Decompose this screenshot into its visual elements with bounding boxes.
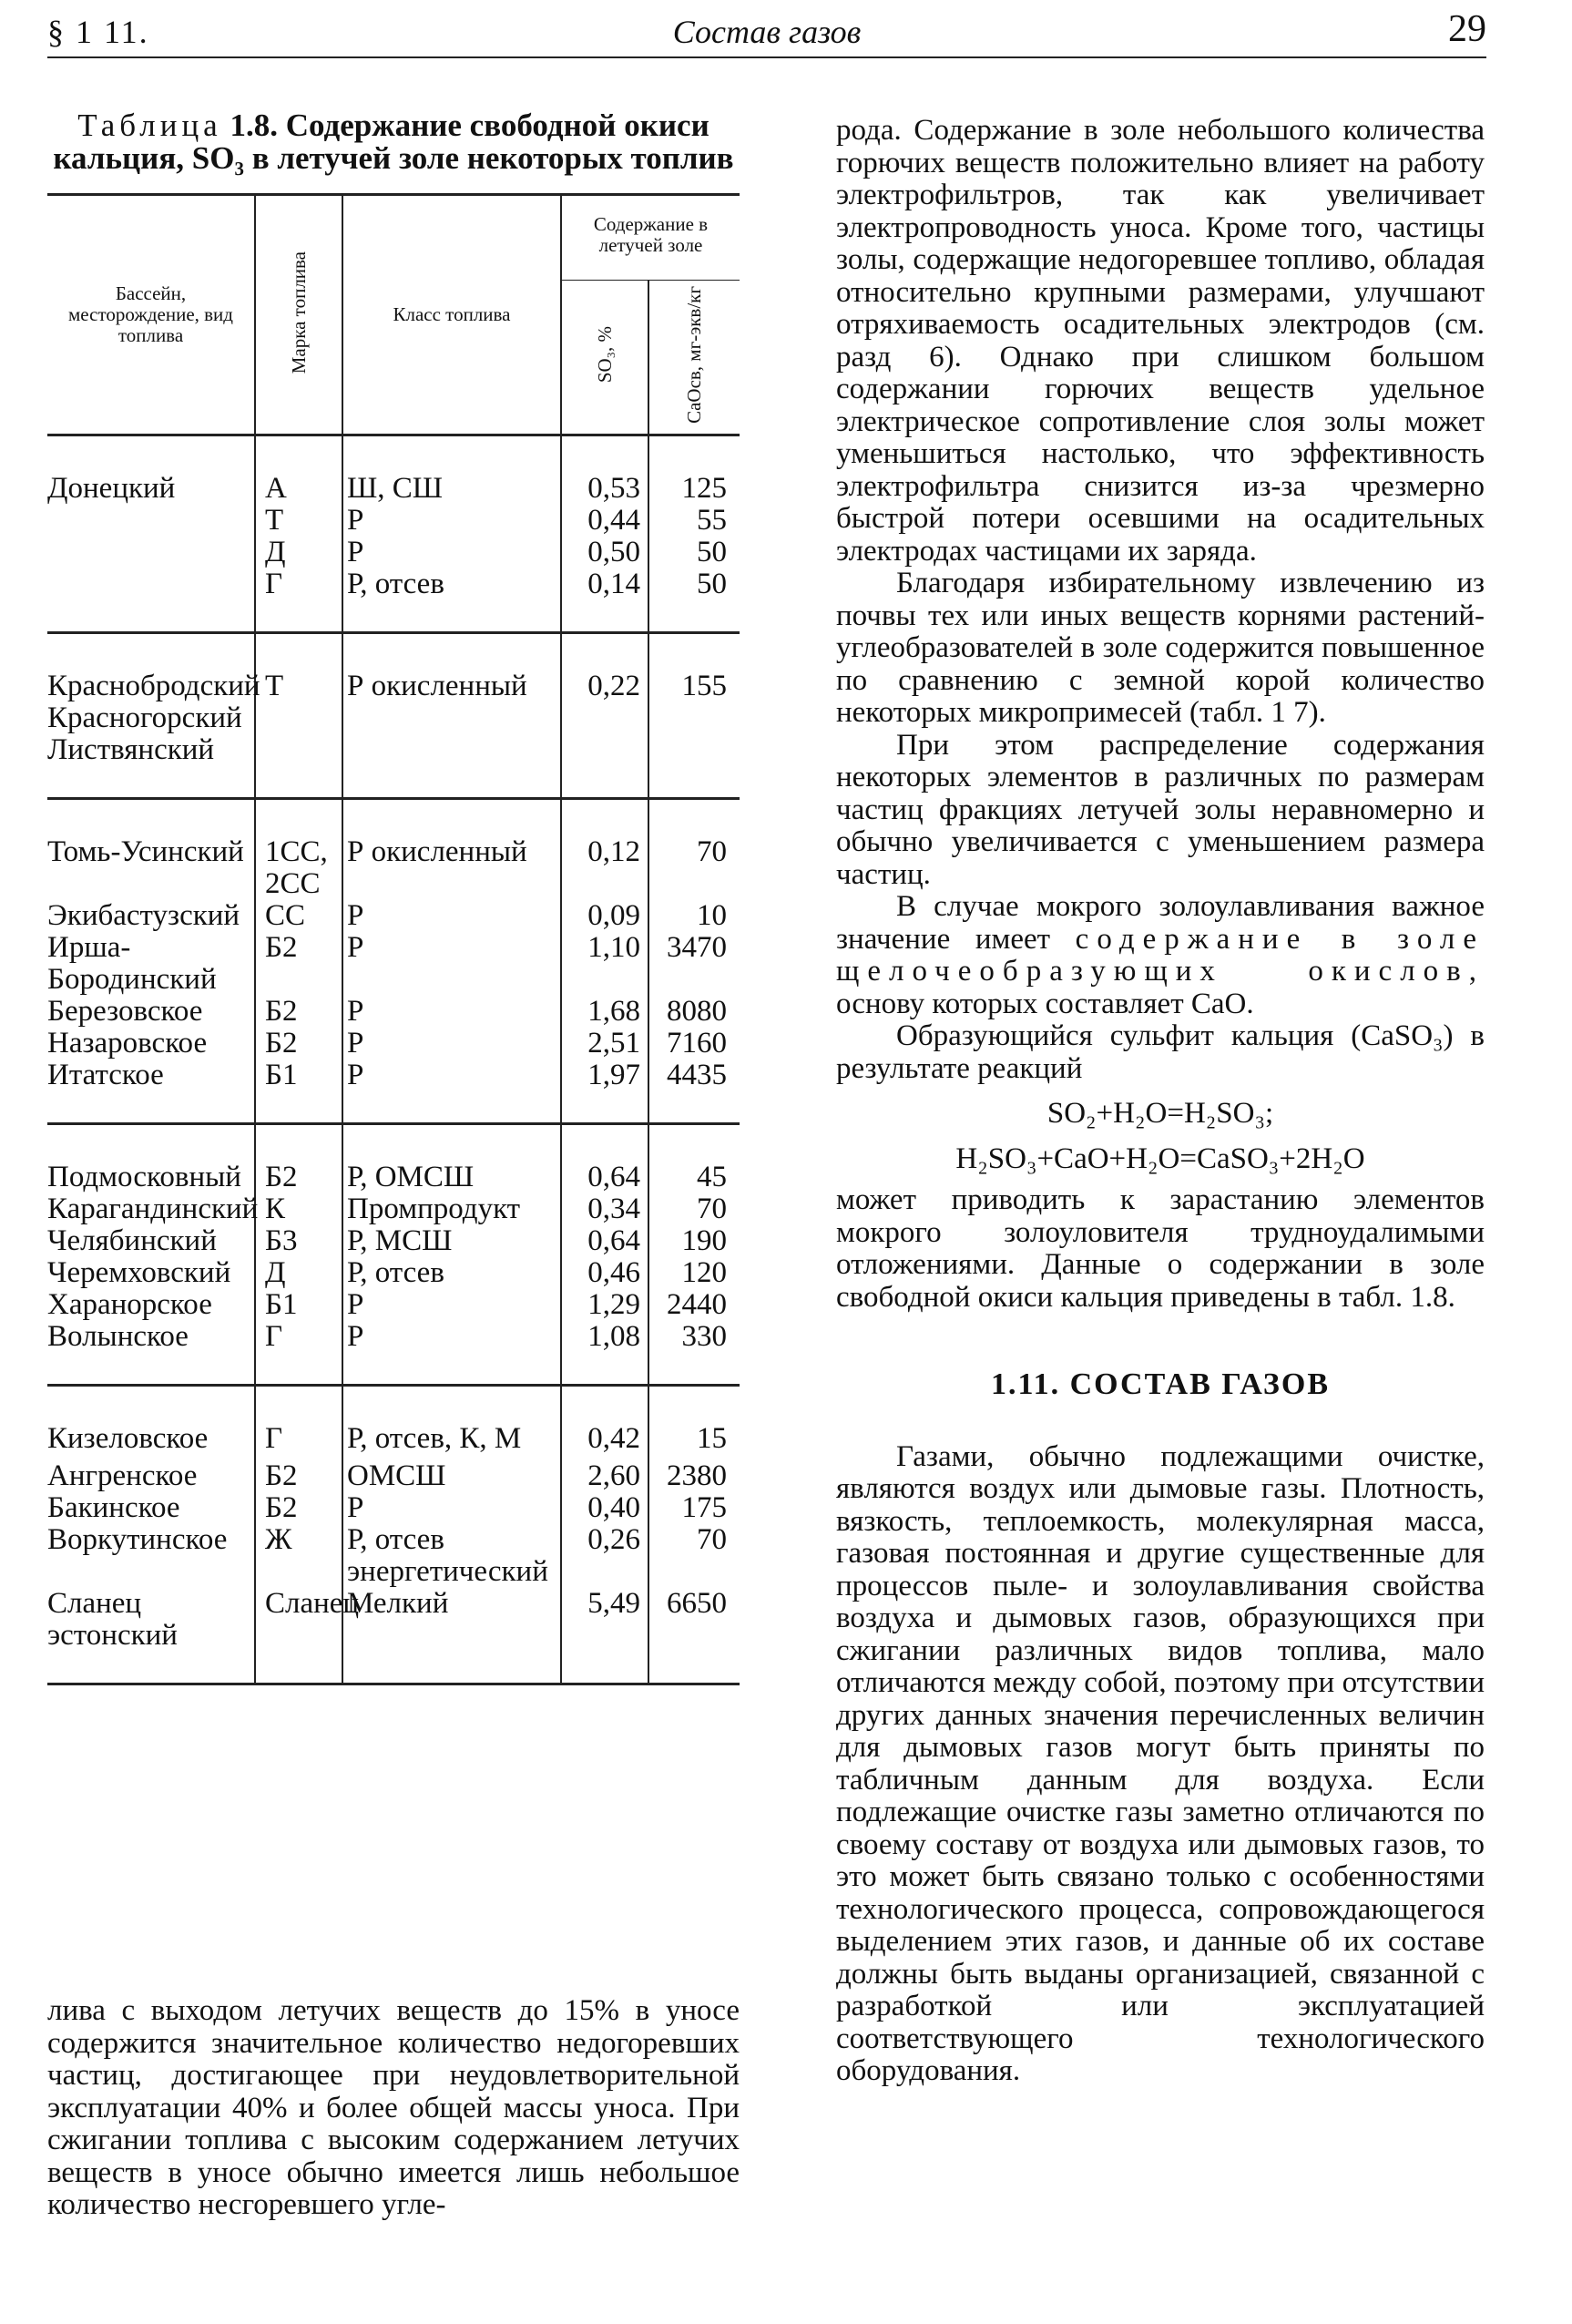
paragraph-1: рода. Содержание в золе небольшого количества горючих веществ положительно влияет на работу электрофильтров, так как увеличивает электропроводность уноса. Кроме того, частицы золы, содержащие недогоревшее топливо, обладая относительно крупными размерами, улучшают отряхиваемость осадительных электродов (см. разд 6). Однако при слишком большом содержании горючих веществ удельное электрическое сопротивление слоя золы может уменьшиться настолько, что эффективность электрофильтра снизится из-за чрезмерно быстрой потери осевшими на осадительных электродах частицами их заряда. [836, 114, 1485, 568]
cell-basin: Сланец эстонский [47, 1588, 255, 1684]
cell-so3: 1,29 1,08 [561, 1289, 648, 1386]
paragraph-7: Газами, обычно подлежащими очистке, являются воздух или дымовые газы. Плотность, вязкость, теплоемкость, молекулярная масса, газовая постоянная и другие существенные для процессов пыле- и золоулавливания свойства воздуха и дымовых газов, образующихся при сжигании различных видов топлива, мало отличаются между собой, поэтому при отсутствии других данных значения перечисленных величин для дымовых газов могут быть приняты по табличным данным для воздуха. Если подлежащие очистке газы заметно отличаются по своему составу от воздуха или дымовых газов, то это может быть связано только с особенностями технологического процесса, сопровождающегося выделением этих газов, и данные об их составе должны быть выданы организацией, связанной с разработкой или эксплуатацией соответствующего технологического оборудования. [836, 1439, 1485, 2087]
table-caption [47, 109, 740, 175]
header-cao [648, 281, 740, 435]
cell-class: Р, ОМСШ [342, 1124, 561, 1194]
table-row [47, 1386, 740, 1456]
cell-basin: Ирша-Бородинский [47, 931, 217, 996]
cell-grade: Д [255, 1257, 342, 1289]
running-title: Состав газов [672, 14, 862, 50]
header-grade-text: Марка топлива [287, 251, 310, 374]
table-row [47, 435, 740, 633]
cell-grade: Сланец [255, 1588, 342, 1684]
cell-grade: 1СС, 2СС [255, 799, 342, 901]
cell-basin: Воркутинское [47, 1523, 228, 1556]
table-row [47, 799, 740, 901]
equation-1: SO₂+H₂O=H₂SO₃; [1046, 1097, 1274, 1130]
cell-so3: 0,53 0,44 0,50 0,14 [561, 435, 648, 633]
cell-so3: 0,46 [561, 1257, 648, 1289]
cell-grade: Г [255, 1386, 342, 1456]
table-row [47, 1225, 740, 1257]
cell-basin: Березовское Назаровское Итатское [47, 996, 255, 1124]
cell-class: Р, МСШ [342, 1225, 561, 1257]
cell-basin: Подмосковный [47, 1161, 241, 1193]
cell-basin: Краснобродский Красногорский Листвянский [47, 633, 255, 799]
cell-class: ОМСШ Р [342, 1455, 561, 1524]
cell-cao: 45 [648, 1124, 740, 1194]
header-class: Класс топлива [342, 195, 561, 435]
cell-basin: Ангренское Бакинское [47, 1459, 198, 1524]
header-so3-text: SO₃, % [593, 326, 616, 384]
fuel-ash-table [47, 193, 740, 1685]
table-row [47, 900, 740, 932]
cell-so3: 1,68 2,51 1,97 [561, 996, 648, 1124]
right-column [836, 115, 1485, 2088]
cell-cao: 10 [648, 900, 740, 932]
paragraph-4-start: В случае мокрого золоулавливания важное значение имеет [836, 890, 1485, 956]
equation-2: H₂SO₃+CaO+H₂O=CaSO₃+2H₂O [955, 1142, 1365, 1175]
table-row [47, 633, 740, 799]
cell-cao: 125 55 50 50 [648, 435, 740, 633]
cell-so3: 1,10 [561, 932, 648, 996]
cell-grade: Б2 [255, 1124, 342, 1194]
cell-basin: Челябинский [47, 1224, 217, 1257]
header-cao-text: CaOсв, мг-экв/кг [683, 286, 705, 424]
cell-class: Р Р [342, 1289, 561, 1386]
page-number: 29 [1448, 8, 1486, 50]
cell-so3: 0,09 [561, 900, 648, 932]
cell-grade: Т [255, 633, 342, 799]
paragraph-2: Благодаря избирательному извлечению из почвы тех или иных веществ корнями растений-углеобразователей в золе содержится повышенное по сравнению с земной корой количество некоторых микропримесей (табл. 1 7). [836, 567, 1485, 729]
cell-cao: 70 [648, 799, 740, 901]
cell-cao: 70 [648, 1524, 740, 1588]
paragraph-4 [836, 891, 1485, 1020]
cell-grade: Б3 [255, 1225, 342, 1257]
cell-class: Р, отсев энергетический [342, 1524, 561, 1588]
cell-so3: 5,49 [561, 1588, 648, 1684]
cell-cao: 2440 330 [648, 1289, 740, 1386]
cell-class: Мелкий [342, 1588, 561, 1684]
cell-cao: 8080 7160 4435 [648, 996, 740, 1124]
cell-cao: 3470 [648, 932, 740, 996]
cell-cao: 155 [648, 633, 740, 799]
header-content: Содержание в летучей золе [561, 195, 740, 281]
header-basin: Бассейн, месторождение, вид топлива [47, 195, 255, 435]
cell-class: Р [342, 900, 561, 932]
cell-so3: 0,42 [561, 1386, 648, 1456]
cell-cao: 120 [648, 1257, 740, 1289]
table-row [47, 1289, 740, 1386]
table-caption-label: Таблица [77, 107, 222, 143]
paragraph-3: При этом распределение содержания некоторых элементов в различных по размерам частиц фракциях летучей золы неравномерно и обычно увеличивается с уменьшением размера частиц. [836, 728, 1485, 891]
cell-grade: Б2 Б2 Б1 [255, 996, 342, 1124]
header-rule [47, 56, 1486, 58]
left-column [47, 109, 740, 1685]
cell-grade: Б2 [255, 932, 342, 996]
cell-grade: Ж [255, 1524, 342, 1588]
table-row [47, 1124, 740, 1194]
cell-basin: Кизеловское [47, 1422, 209, 1455]
cell-cao: 2380 175 [648, 1455, 740, 1524]
cell-so3: 0,64 [561, 1124, 648, 1194]
cell-basin: Экибастузский [47, 899, 240, 932]
paragraph-5: Образующийся сульфит кальция (CaSO₃) в результате реакций [836, 1019, 1485, 1085]
cell-class: Р Р Р [342, 996, 561, 1124]
cell-so3: 0,64 [561, 1225, 648, 1257]
cell-class: Р окисленный [342, 633, 561, 799]
table-row [47, 1524, 740, 1588]
cell-so3: 0,22 [561, 633, 648, 799]
cell-class: Р, отсев, К, М [342, 1386, 561, 1456]
cell-grade: К [255, 1193, 342, 1225]
cell-class: Промпродукт [342, 1193, 561, 1225]
section-number: § 1 11. [47, 14, 149, 50]
cell-grade: Б1 Г [255, 1289, 342, 1386]
table-row [47, 1455, 740, 1524]
table-row [47, 932, 740, 996]
cell-class: Р [342, 932, 561, 996]
cell-cao: 190 [648, 1225, 740, 1257]
table-row [47, 1588, 740, 1684]
left-paragraph: лива с выходом летучих веществ до 15% в уносе содержится значительное количество недогоревших частиц, достигающее при неудовлетворительной эксплуатации 40% и более общей массы уноса. При сжигании топлива с высоким содержанием летучих веществ в уносе обычно имеется лишь небольшое количество несгоревшего угле- [47, 1994, 740, 2221]
cell-class: Р, отсев [342, 1257, 561, 1289]
header-so3 [561, 281, 648, 435]
cell-cao: 6650 [648, 1588, 740, 1684]
cell-basin: Карагандинский [47, 1193, 259, 1225]
cell-grade: А Т Д Г [255, 435, 342, 633]
cell-basin: Донецкий [47, 435, 255, 633]
cell-cao: 15 [648, 1386, 740, 1456]
table-row [47, 1193, 740, 1225]
table-row [47, 996, 740, 1124]
cell-basin: Томь-Усинский [47, 835, 244, 868]
cell-basin: Харанорское Волынское [47, 1289, 255, 1386]
cell-cao: 70 [648, 1193, 740, 1225]
cell-class: Ш, СШ Р Р Р, отсев [342, 435, 561, 633]
cell-grade: СС [255, 900, 342, 932]
section-heading: 1.11. СОСТАВ ГАЗОВ [990, 1367, 1330, 1401]
header-grade [255, 195, 342, 435]
page-header [47, 7, 1486, 53]
cell-so3: 0,26 [561, 1524, 648, 1588]
paragraph-4-end: основу которых составляет CaO. [836, 987, 1254, 1020]
paragraph-6: может приводить к зарастанию элементов мокрого золоуловителя трудноудалимыми отложениями. Данные о содержании в золе свободной окиси кальция приведены в табл. 1.8. [836, 1183, 1485, 1314]
paragraph-4-spaced: содержание в золе щелочеобразующих окислов, [836, 922, 1485, 988]
cell-so3: 0,34 [561, 1193, 648, 1225]
cell-so3: 0,12 [561, 799, 648, 901]
table-row [47, 1257, 740, 1289]
table-caption-text: 1.8. Содержание свободной окиси кальция, SO₃ в летучей золе некоторых топлив [53, 107, 734, 176]
cell-so3: 2,60 0,40 [561, 1455, 648, 1524]
cell-basin: Черемховский [47, 1256, 231, 1289]
cell-grade: Б2 Б2 [255, 1455, 342, 1524]
cell-class: Р окисленный [342, 799, 561, 901]
